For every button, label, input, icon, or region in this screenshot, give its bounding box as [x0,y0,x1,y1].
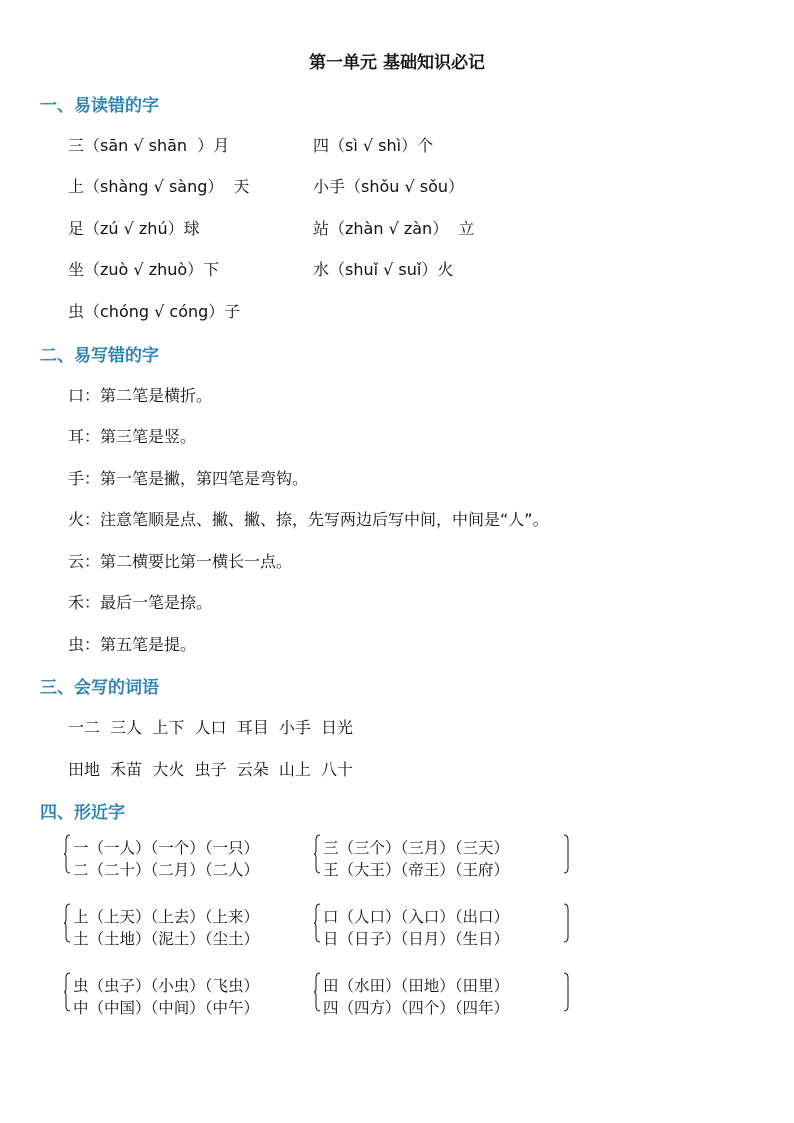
char-pair-right [314,901,570,947]
writing-note: 火：注意笔顺是点、撇、撇、捺，先写两边后写中间，中间是“人”。 [68,510,549,529]
left-brace-icon [64,903,71,943]
left-brace-icon [64,834,71,874]
writing-note: 禾：最后一笔是捺。 [68,593,213,612]
right-brace-icon [563,903,570,943]
pair-row: 口（人口）（入口）（出口） [323,908,510,926]
reading-item: 足（zú √ zhú）球 [68,219,200,238]
pair-row: 一（一人）（一个）（一只） [73,839,260,857]
reading-item: 小手（shǒu √ sǒu） [313,177,465,196]
section-heading-4: 四、形近字 [40,803,125,823]
section-heading-2: 二、易写错的字 [40,346,159,366]
left-brace-icon [314,903,321,943]
pair-row: 日（日子）（日月）（生日） [323,930,510,948]
pair-row: 四（四方）（四个）（四年） [323,999,510,1017]
right-brace-icon [563,972,570,1012]
pair-row: 王（大王）（帝王）（王府） [323,861,510,879]
section-heading-3: 三、会写的词语 [40,678,159,698]
reading-item: 水（shuǐ √ suǐ）火 [313,260,454,279]
writing-note: 手：第一笔是撇，第四笔是弯钩。 [68,469,309,488]
left-brace-icon [64,972,71,1012]
right-brace-icon [563,834,570,874]
reading-item: 坐（zuò √ zhuò）下 [68,260,220,279]
reading-item: 虫（chóng √ cóng）子 [68,302,241,321]
pair-row: 二（二十）（二月）（二人） [73,861,260,879]
writing-note: 口：第二笔是横折。 [68,386,213,405]
page-title: 第一单元 基础知识必记 [309,53,485,73]
char-pair-right [314,970,570,1016]
pair-row: 田（水田）（田地）（田里） [323,977,510,995]
pair-row: 中（中国）（中间）（中午） [73,999,260,1017]
pair-row: 上（上天）（上去）（上来） [73,908,260,926]
reading-item: 上（shàng √ sàng） 天 [68,177,250,196]
reading-item: 站（zhàn √ zàn） 立 [313,219,475,238]
pair-row: 土（土地）（泥土）（尘土） [73,930,260,948]
left-brace-icon [314,972,321,1012]
char-pair-right [314,832,570,878]
reading-item: 四（sì √ shì）个 [313,136,434,155]
writing-note: 云：第二横要比第一横长一点。 [68,552,293,571]
word-line: 一二 三人 上下 人口 耳目 小手 日光 [68,718,354,737]
pair-row: 虫（虫子）（小虫）（飞虫） [73,977,260,995]
section-heading-1: 一、易读错的字 [40,96,159,116]
left-brace-icon [314,834,321,874]
writing-note: 耳：第三笔是竖。 [68,427,197,446]
writing-note: 虫：第五笔是提。 [68,635,197,654]
reading-item: 三（sān √ shān ）月 [68,136,230,155]
char-pair-left [64,970,312,1016]
word-line: 田地 禾苗 大火 虫子 云朵 山上 八十 [68,760,354,779]
char-pair-left [64,901,312,947]
char-pair-left [64,832,312,878]
pair-row: 三（三个）（三月）（三天） [323,839,510,857]
